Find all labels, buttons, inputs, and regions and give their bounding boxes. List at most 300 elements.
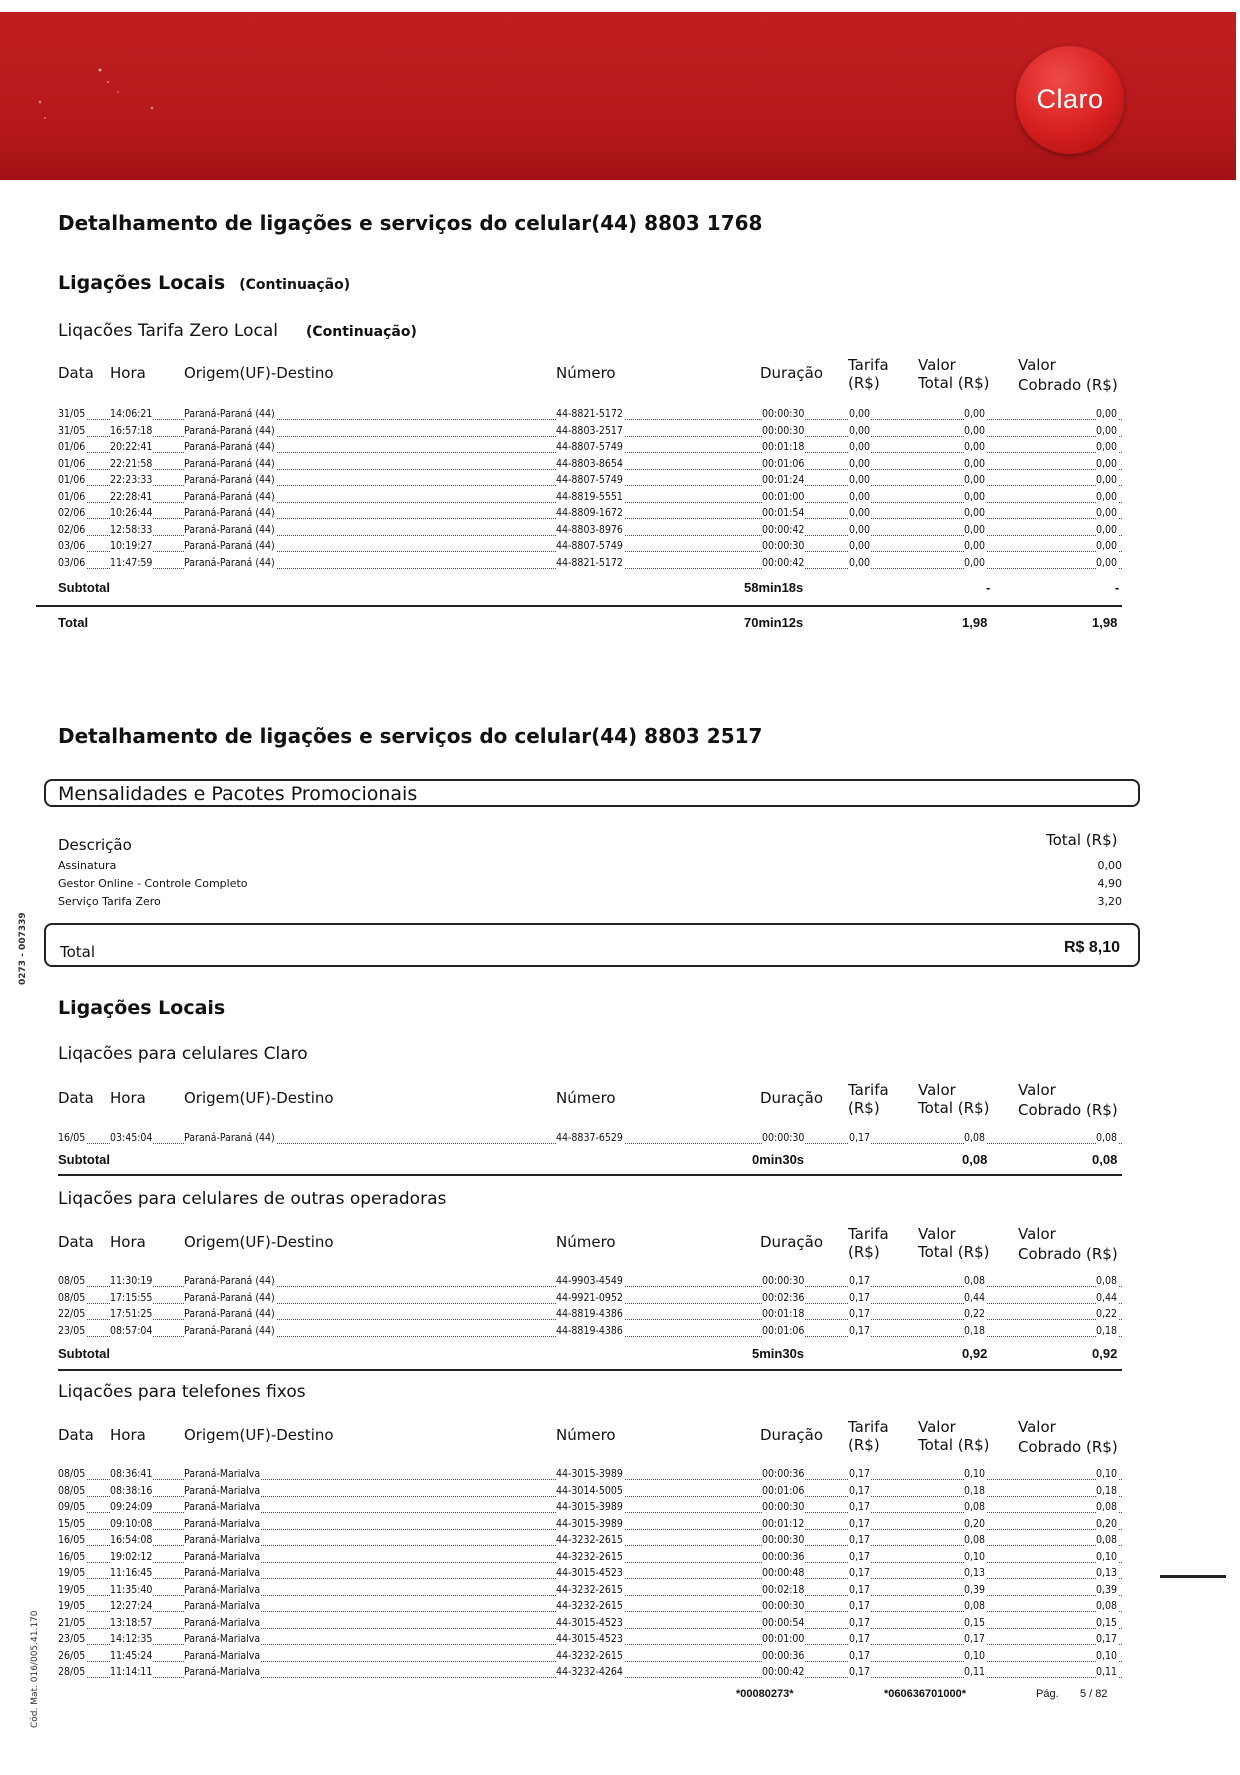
cell-numero: 44-8803-8654 [556,457,623,470]
cell-origem: Paraná-Marialva [184,1550,261,1563]
margin-mark [1160,1575,1226,1578]
col-data: Data [58,1233,94,1251]
cell-total: 0,17 [964,1633,986,1645]
cell-data: 08/05 [58,1468,86,1480]
cell-data: 23/05 [58,1324,86,1337]
cell-origem: Paraná-Marialva [184,1633,261,1645]
section2-title: Detalhamento de ligações e serviços do celular(44) 8803 2517 [58,724,763,748]
col-tarifa: Tarifa [848,1418,889,1436]
cell-numero: 44-8821-5172 [556,556,623,569]
col-valor: Valor [918,1081,956,1099]
cell-numero: 44-8807-5749 [556,540,623,552]
cell-tarifa: 0,17 [849,1132,871,1144]
table-row [0,1616,1240,1633]
cell-tarifa: 0,00 [849,540,871,552]
cell-total: 0,18 [964,1324,986,1337]
cell-origem: Paraná-Marialva [184,1649,261,1662]
item-desc: Assinatura [58,859,117,872]
mensalidades-title: Mensalidades e Pacotes Promocionais [58,783,418,805]
cell-numero: 44-8821-5172 [556,408,623,420]
cell-origem: Paraná-Marialva [184,1666,261,1678]
cell-tarifa: 0,00 [849,523,871,536]
mensalidades-list [58,859,1122,913]
cell-hora: 08:38:16 [110,1484,153,1497]
subtotal-duracao: 5min30s [752,1346,805,1361]
cell-total: 0,08 [964,1534,986,1546]
cell-duracao: 00:01:00 [762,1633,805,1645]
col-total: Total (R$) [918,1436,990,1454]
col-hora: Hora [110,364,146,382]
cell-origem: Paraná-Marialva [184,1468,261,1480]
cell-numero: 44-8819-5551 [556,490,623,503]
cell-cobrado: 0,00 [1096,408,1118,420]
cell-tarifa: 0,17 [849,1275,871,1287]
cell-cobrado: 0,08 [1096,1275,1118,1287]
cell-numero: 44-3232-4264 [556,1666,623,1678]
col-valor-cobrado: Valor [1018,356,1056,374]
cell-hora: 08:36:41 [110,1468,153,1480]
item-valor: 0,00 [1097,859,1122,872]
claro-subheading: Liqacões para celulares Claro [58,1044,308,1064]
cell-hora: 22:23:33 [110,474,153,486]
cell-tarifa: 0,00 [849,424,871,437]
section1-title: Detalhamento de ligações e serviços do celular(44) 8803 1768 [58,211,763,235]
table-row [0,1291,1240,1308]
cell-data: 31/05 [58,408,86,420]
cell-total: 0,08 [964,1501,986,1513]
col-numero: Número [556,1089,616,1107]
cell-data: 21/05 [58,1616,86,1629]
cell-cobrado: 0,00 [1096,474,1118,486]
subtotal-row-s1 [0,580,1240,598]
cell-hora: 12:27:24 [110,1600,153,1612]
subtotal-cobrado: - [1115,580,1120,595]
cell-origem: Paraná-Marialva [184,1517,261,1530]
column-header [0,1081,1240,1129]
col-tarifa-unit: (R$) [848,1436,880,1454]
cell-hora: 03:45:04 [110,1132,153,1144]
outras-subheading: Liqacões para celulares de outras operadoras [58,1189,447,1209]
col-numero: Número [556,364,616,382]
cell-data: 19/05 [58,1583,86,1596]
cell-tarifa: 0,17 [849,1291,871,1304]
cell-duracao: 00:01:06 [762,1324,805,1337]
cell-hora: 14:06:21 [110,408,153,420]
cell-total: 0,00 [964,490,986,503]
cell-duracao: 00:01:24 [762,474,805,486]
cell-tarifa: 0,17 [849,1468,871,1480]
cell-numero: 44-3015-3989 [556,1501,623,1513]
total-total: 1,98 [962,615,988,630]
cell-data: 15/05 [58,1517,86,1530]
cell-total: 0,15 [964,1616,986,1629]
cell-total: 0,10 [964,1649,986,1662]
table-row [0,1274,1240,1291]
cell-hora: 17:15:55 [110,1291,153,1304]
cell-numero: 44-3015-4523 [556,1616,623,1629]
subtotal-row-outras [0,1346,1240,1364]
cell-origem: Paraná-Paraná (44) [184,457,275,470]
cell-tarifa: 0,17 [849,1534,871,1546]
col-data: Data [58,1089,94,1107]
col-cobrado: Cobrado (R$) [1018,376,1118,394]
desc-header: Descrição [58,836,132,854]
cell-tarifa: 0,17 [849,1324,871,1337]
cell-total: 0,18 [964,1484,986,1497]
cell-duracao: 00:00:36 [762,1468,805,1480]
total-label: Total [58,615,89,630]
cell-numero: 44-8807-5749 [556,441,623,453]
col-tarifa: Tarifa [848,356,889,374]
divider [36,605,1122,607]
cell-cobrado: 0,17 [1096,1633,1118,1645]
cell-total: 0,10 [964,1550,986,1563]
cell-total: 0,00 [964,408,986,420]
cell-total: 0,10 [964,1468,986,1480]
list-item [58,895,1122,913]
cell-cobrado: 0,00 [1096,540,1118,552]
cell-origem: Paraná-Marialva [184,1501,261,1513]
cell-hora: 11:45:24 [110,1649,153,1662]
cell-data: 28/05 [58,1666,86,1678]
table-row [0,407,1240,424]
table-row [0,1131,1240,1148]
cell-data: 16/05 [58,1534,86,1546]
cell-data: 02/06 [58,523,86,536]
cell-hora: 08:57:04 [110,1324,153,1337]
cell-origem: Paraná-Paraná (44) [184,490,275,503]
table-row [0,1467,1240,1484]
cell-cobrado: 0,10 [1096,1649,1118,1662]
cell-tarifa: 0,17 [849,1550,871,1563]
cell-duracao: 00:00:30 [762,424,805,437]
cell-cobrado: 0,18 [1096,1324,1118,1337]
cell-hora: 11:14:11 [110,1666,153,1678]
cell-duracao: 00:00:54 [762,1616,805,1629]
section1-subheading [58,321,417,341]
cell-cobrado: 0,13 [1096,1567,1118,1579]
cell-tarifa: 0,17 [849,1600,871,1612]
cell-duracao: 00:01:06 [762,457,805,470]
cell-hora: 13:18:57 [110,1616,153,1629]
col-hora: Hora [110,1089,146,1107]
cell-tarifa: 0,17 [849,1484,871,1497]
col-valor: Valor [918,356,956,374]
cell-data: 09/05 [58,1501,86,1513]
cell-data: 03/06 [58,540,86,552]
cell-cobrado: 0,20 [1096,1517,1118,1530]
cell-tarifa: 0,00 [849,556,871,569]
col-data: Data [58,1426,94,1444]
calls-table-outras [0,1274,1240,1340]
calls-table-claro [0,1131,1240,1148]
cell-data: 16/05 [58,1132,86,1144]
cell-total: 0,08 [964,1600,986,1612]
subtotal-label: Subtotal [58,580,110,595]
cell-numero: 44-8819-4386 [556,1308,623,1320]
cell-duracao: 00:00:30 [762,1275,805,1287]
table-row [0,1533,1240,1550]
cell-origem: Paraná-Paraná (44) [184,1275,275,1287]
cell-duracao: 00:01:12 [762,1517,805,1530]
mensalidades-total-box [44,923,1140,967]
col-tarifa: Tarifa [848,1081,889,1099]
cell-hora: 09:24:09 [110,1501,153,1513]
item-desc: Serviço Tarifa Zero [58,895,161,908]
cell-numero: 44-3015-4523 [556,1633,623,1645]
cell-origem: Paraná-Marialva [184,1616,261,1629]
cell-numero: 44-9921-0952 [556,1291,623,1304]
table-row [0,539,1240,556]
cell-cobrado: 0,08 [1096,1534,1118,1546]
mensalidades-box [44,779,1140,807]
cell-duracao: 00:00:30 [762,1132,805,1144]
cell-data: 31/05 [58,424,86,437]
cell-total: 0,00 [964,424,986,437]
cell-cobrado: 0,22 [1096,1308,1118,1320]
cell-tarifa: 0,17 [849,1583,871,1596]
cell-numero: 44-3015-4523 [556,1567,623,1579]
table-row [0,490,1240,507]
table-row [0,473,1240,490]
subtotal-label: Subtotal [58,1152,110,1167]
col-origem: Origem(UF)-Destino [184,1426,334,1444]
cell-duracao: 00:00:30 [762,408,805,420]
divider [58,1174,1122,1176]
cell-origem: Paraná-Marialva [184,1600,261,1612]
cell-origem: Paraná-Paraná (44) [184,1324,275,1337]
table-row [0,556,1240,573]
cell-numero: 44-9903-4549 [556,1275,623,1287]
col-valor: Valor [918,1225,956,1243]
cell-origem: Paraná-Paraná (44) [184,441,275,453]
cell-numero: 44-3232-2615 [556,1583,623,1596]
cell-duracao: 00:01:18 [762,1308,805,1320]
cell-data: 19/05 [58,1567,86,1579]
cell-origem: Paraná-Paraná (44) [184,408,275,420]
cell-numero: 44-8819-4386 [556,1324,623,1337]
table-row [0,424,1240,441]
cell-data: 02/06 [58,507,86,519]
table-row [0,1550,1240,1567]
cell-tarifa: 0,00 [849,474,871,486]
cell-cobrado: 0,44 [1096,1291,1118,1304]
cell-cobrado: 0,00 [1096,556,1118,569]
cell-data: 23/05 [58,1633,86,1645]
cell-data: 01/06 [58,490,86,503]
cell-numero: 44-8803-8976 [556,523,623,536]
cell-origem: Paraná-Marialva [184,1567,261,1579]
cell-hora: 16:57:18 [110,424,153,437]
heading-note: (Continuação) [239,277,351,293]
cell-duracao: 00:02:18 [762,1583,805,1596]
cell-numero: 44-3014-5005 [556,1484,623,1497]
cell-hora: 09:10:08 [110,1517,153,1530]
subtotal-cobrado: 0,92 [1092,1346,1118,1361]
footer-code1: *00080273* [736,1688,794,1700]
side-cod-mat: Cód. Mat. 016/005.41.170 [30,1610,40,1728]
cell-duracao: 00:00:42 [762,556,805,569]
cell-tarifa: 0,17 [849,1308,871,1320]
header-banner [0,12,1236,180]
cell-tarifa: 0,17 [849,1616,871,1629]
col-total: Total (R$) [918,1099,990,1117]
cell-duracao: 00:01:00 [762,490,805,503]
col-numero: Número [556,1233,616,1251]
total-duracao: 70min12s [744,615,804,630]
cell-duracao: 00:00:36 [762,1550,805,1563]
cell-total: 0,00 [964,507,986,519]
cell-numero: 44-8837-6529 [556,1132,623,1144]
col-tarifa: Tarifa [848,1225,889,1243]
cell-cobrado: 0,08 [1096,1501,1118,1513]
cell-duracao: 00:02:36 [762,1291,805,1304]
subtotal-total: 0,08 [962,1152,988,1167]
subheading-note: (Continuação) [305,324,417,340]
cell-tarifa: 0,17 [849,1501,871,1513]
col-valor-cobrado: Valor [1018,1418,1056,1436]
table-row [0,1517,1240,1534]
footer-pag-value: 5 / 82 [1080,1688,1108,1700]
cell-duracao: 00:00:30 [762,540,805,552]
cell-tarifa: 0,00 [849,408,871,420]
cell-cobrado: 0,39 [1096,1583,1118,1596]
col-tarifa-unit: (R$) [848,1099,880,1117]
box-total-value: R$ 8,10 [1063,939,1120,956]
cell-duracao: 00:01:54 [762,507,805,519]
cell-duracao: 00:00:30 [762,1600,805,1612]
cell-origem: Paraná-Paraná (44) [184,424,275,437]
cell-hora: 20:22:41 [110,441,153,453]
cell-tarifa: 0,17 [849,1517,871,1530]
cell-cobrado: 0,15 [1096,1616,1118,1629]
cell-tarifa: 0,00 [849,457,871,470]
cell-cobrado: 0,00 [1096,441,1118,453]
cell-origem: Paraná-Paraná (44) [184,523,275,536]
table-row [0,1500,1240,1517]
col-hora: Hora [110,1426,146,1444]
col-cobrado: Cobrado (R$) [1018,1245,1118,1263]
cell-hora: 11:30:19 [110,1275,153,1287]
cell-total: 0,39 [964,1583,986,1596]
col-duracao: Duração [760,1233,824,1251]
box-total-label: Total [60,943,96,961]
fixos-subheading: Liqacões para telefones fixos [58,1382,306,1402]
cell-data: 01/06 [58,441,86,453]
table-row [0,1632,1240,1649]
table-row [0,1324,1240,1341]
item-valor: 3,20 [1097,895,1122,908]
col-valor: Valor [918,1418,956,1436]
cell-hora: 12:58:33 [110,523,153,536]
table-row [0,1583,1240,1600]
cell-tarifa: 0,00 [849,507,871,519]
column-header [0,1225,1240,1273]
subtotal-row-claro [0,1152,1240,1170]
heading-text: Ligações Locais [58,272,226,294]
col-valor-cobrado: Valor [1018,1225,1056,1243]
cell-data: 22/05 [58,1308,86,1320]
cell-cobrado: 0,00 [1096,523,1118,536]
cell-numero: 44-3015-3989 [556,1468,623,1480]
table-row [0,1649,1240,1666]
cell-total: 0,00 [964,474,986,486]
cell-duracao: 00:01:18 [762,441,805,453]
column-header [0,356,1240,404]
col-origem: Origem(UF)-Destino [184,1233,334,1251]
cell-cobrado: 0,11 [1096,1666,1118,1678]
subtotal-cobrado: 0,08 [1092,1152,1118,1167]
col-numero: Número [556,1426,616,1444]
cell-numero: 44-3232-2615 [556,1600,623,1612]
col-origem: Origem(UF)-Destino [184,1089,334,1107]
table-row [0,1665,1240,1682]
col-origem: Origem(UF)-Destino [184,364,334,382]
cell-numero: 44-3232-2615 [556,1649,623,1662]
banner-texture [30,52,170,142]
subheading-text: Liqacões Tarifa Zero Local [58,321,278,341]
table-row [0,523,1240,540]
cell-numero: 44-3015-3989 [556,1517,623,1530]
subtotal-total: 0,92 [962,1346,988,1361]
col-duracao: Duração [760,1426,824,1444]
cell-cobrado: 0,10 [1096,1468,1118,1480]
calls-table-fixos [0,1467,1240,1682]
cell-total: 0,08 [964,1275,986,1287]
cell-hora: 17:51:25 [110,1308,153,1320]
subtotal-total: - [986,580,991,595]
col-valor-cobrado: Valor [1018,1081,1056,1099]
cell-hora: 10:19:27 [110,540,153,552]
cell-origem: Paraná-Paraná (44) [184,540,275,552]
cell-data: 03/06 [58,556,86,569]
cell-total: 0,00 [964,441,986,453]
cell-origem: Paraná-Paraná (44) [184,507,275,519]
cell-data: 08/05 [58,1484,86,1497]
section2-heading: Ligações Locais [58,997,226,1019]
cell-hora: 19:02:12 [110,1550,153,1563]
col-hora: Hora [110,1233,146,1251]
cell-hora: 10:26:44 [110,507,153,519]
col-duracao: Duração [760,364,824,382]
cell-data: 26/05 [58,1649,86,1662]
cell-tarifa: 0,17 [849,1633,871,1645]
cell-data: 08/05 [58,1291,86,1304]
table-row [0,1599,1240,1616]
cell-numero: 44-8807-5749 [556,474,623,486]
cell-hora: 11:16:45 [110,1567,153,1579]
subtotal-duracao: 0min30s [752,1152,805,1167]
col-total: Total (R$) [918,374,990,392]
side-code: 0273 - 007339 [18,912,28,985]
footer-code2: *060636701000* [884,1688,966,1700]
cell-tarifa: 0,00 [849,441,871,453]
cell-tarifa: 0,17 [849,1666,871,1678]
cell-origem: Paraná-Marialva [184,1484,261,1497]
column-header [0,1418,1240,1466]
cell-total: 0,00 [964,457,986,470]
cell-total: 0,11 [964,1666,986,1678]
cell-duracao: 00:00:30 [762,1501,805,1513]
col-tarifa-unit: (R$) [848,1243,880,1261]
cell-duracao: 00:00:42 [762,1666,805,1678]
col-total: Total (R$) [918,1243,990,1261]
col-cobrado: Cobrado (R$) [1018,1101,1118,1119]
cell-origem: Paraná-Paraná (44) [184,1308,275,1320]
cell-total: 0,00 [964,523,986,536]
cell-data: 01/06 [58,457,86,470]
divider [58,1369,1122,1371]
